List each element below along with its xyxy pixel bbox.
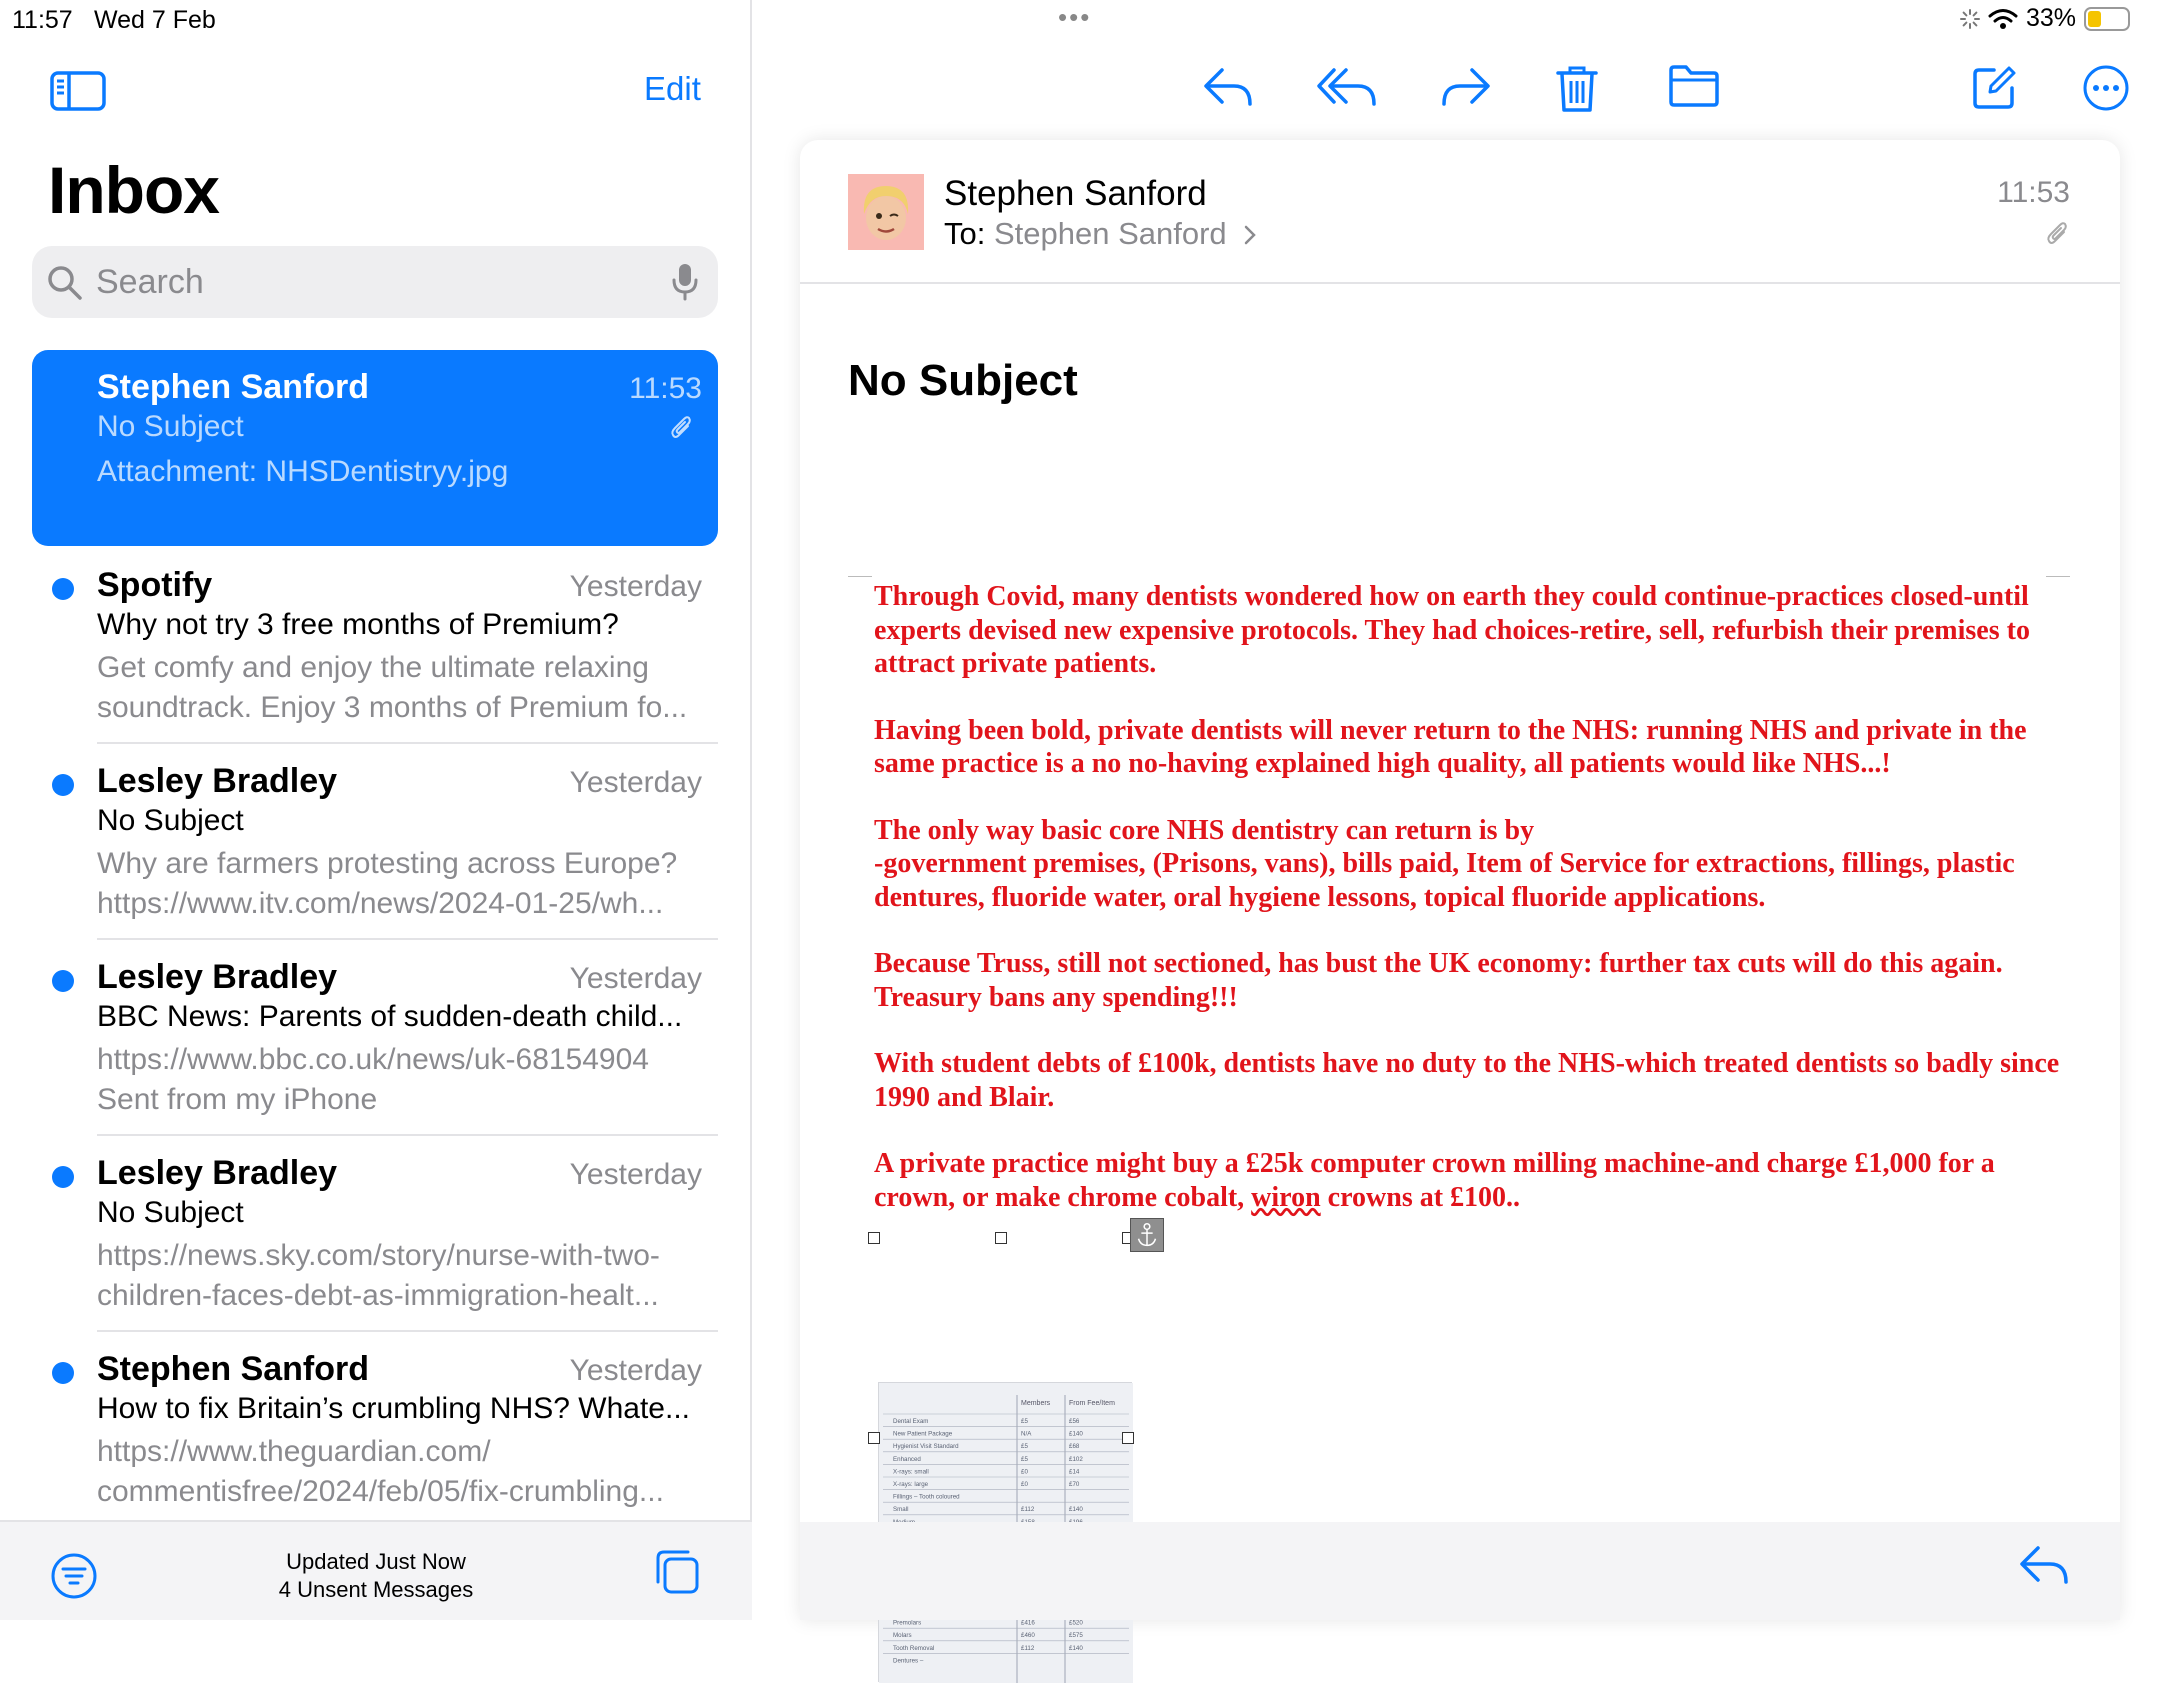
table-cell: £520 [1069,1619,1083,1627]
table-cell: Dentures – [893,1657,924,1665]
multitasking-dots-icon[interactable]: ••• [1058,2,1092,32]
compose-icon[interactable] [1970,64,2018,112]
battery-level-fill [2088,11,2101,27]
mail-list-item[interactable] [32,940,718,1136]
mail-time: Yesterday [569,1158,702,1191]
mail-subject: How to fix Britain’s crumbling NHS? Whate... [97,1392,690,1425]
resize-handle[interactable] [995,1232,1007,1244]
memoji-avatar-icon [848,174,924,250]
mail-time: 11:53 [629,372,702,405]
chevron-right-icon [1243,224,1257,246]
mail-list-item[interactable] [32,744,718,940]
recipient-name[interactable]: Stephen Sanford [993,216,1227,251]
avatar [848,174,924,250]
sync-status [200,1548,552,1604]
more-icon[interactable] [2082,64,2130,112]
unread-dot-icon [52,1362,74,1384]
mail-list-item[interactable] [32,548,718,744]
reply-all-icon[interactable] [1316,64,1378,110]
mail-time: Yesterday [569,570,702,603]
mail-preview: Get comfy and enjoy the ultimate relaxing soundtrack. Enjoy 3 months of Premium fo... [97,651,688,724]
table-cell: X-rays: large [893,1481,929,1488]
doc-paragraph: Through Covid, many dentists wondered how on earth they could continue-practices closed-until experts devised new expensive protocols. They had choices-retire, sell, refurbish their premises to attract private patients. [874,581,2030,679]
mail-sender: Lesley Bradley [97,958,338,996]
message-subject: No Subject [848,356,1078,405]
stacked-pages-icon[interactable] [652,1548,702,1596]
table-cell: Enhanced [893,1455,921,1463]
table-header-cell: Members [1021,1400,1051,1407]
table-cell: £416 [1021,1619,1035,1627]
table-cell: £460 [1021,1632,1035,1640]
sidebar-footer [0,1520,752,1620]
table-cell: £68 [1069,1443,1080,1451]
table-cell: £112 [1021,1644,1035,1652]
table-cell: £575 [1069,1632,1083,1640]
mail-preview: https://news.sky.com/story/nurse-with-two-children-faces-debt-as-immigration-healt... [97,1239,660,1312]
doc-paragraph: Because Truss, still not sectioned, has bust the UK economy: further tax cuts will do this again. Treasury bans any spending!!! [874,948,2003,1013]
resize-handle[interactable] [868,1432,880,1444]
resize-handle[interactable] [1122,1432,1134,1444]
table-cell: £140 [1069,1506,1083,1514]
edit-button[interactable]: Edit [644,70,701,107]
table-cell: Tooth Removal [893,1644,935,1652]
page-title: Inbox [48,153,219,227]
mail-subject: No Subject [97,804,244,837]
table-cell: N/A [1021,1430,1032,1438]
page-edge-mark [848,576,872,577]
microphone-icon[interactable] [670,262,700,302]
table-cell: £70 [1069,1481,1080,1488]
doc-paragraph: A private practice might buy a £25k computer crown milling machine-and charge £1,000 for a crown, or make chrome cobalt, wiron crowns at £100.. [874,1148,1995,1213]
mail-list-item[interactable] [32,350,718,546]
mail-sender: Spotify [97,566,213,604]
mail-list-item[interactable] [32,1136,718,1332]
resize-handle[interactable] [868,1232,880,1244]
doc-paragraph: With student debts of £100k, dentists have no duty to the NHS-which treated dentists so badly since 1990 and Blair. [874,1048,2060,1113]
filter-icon[interactable] [50,1552,98,1600]
page-edge-mark [2046,576,2070,577]
table-header-cell: From Fee/Item [1069,1400,1115,1407]
message-toolbar [754,56,2160,126]
battery-percent: 33% [2025,4,2076,32]
table-cell: £140 [1069,1430,1083,1438]
mail-preview: https://www.bbc.co.uk/news/uk-68154904 Sent from my iPhone [97,1043,649,1116]
sidebar-toggle-icon[interactable] [50,70,106,112]
table-cell: Premolars [893,1619,922,1627]
mail-preview: Why are farmers protesting across Europe? https://www.itv.com/news/2024-01-25/wh... [97,847,678,920]
unread-dot-icon [52,970,74,992]
status-date: Wed 7 Feb [94,6,216,34]
recipient-line[interactable] [944,216,1257,252]
message-detail [800,140,2120,1665]
updated-label: Updated Just Now [286,1549,466,1574]
mail-list-item[interactable] [32,1332,718,1528]
wifi-icon [1988,8,2018,30]
doc-paragraph: Having been bold, private dentists will never return to the NHS: running NHS and private in the same practice is a no no-having explained high quality, all patients would like NHS...! [874,714,2027,779]
header-divider [800,282,2120,284]
mail-time: Yesterday [569,1354,702,1387]
search-bar[interactable] [32,246,718,318]
table-cell: £0 [1021,1481,1028,1488]
table-cell: Hygienist Visit Standard [893,1443,959,1451]
reply-icon[interactable] [1202,64,1254,110]
spellcheck-word: wiron [1251,1181,1321,1213]
table-cell: £5 [1021,1443,1028,1451]
paperclip-icon [670,414,694,442]
unsent-label: 4 Unsent Messages [278,1577,474,1602]
mail-subject: No Subject [97,1196,244,1229]
table-cell: £112 [1021,1506,1035,1514]
mail-sender: Stephen Sanford [97,1350,370,1388]
activity-spinner-icon [1960,9,1980,29]
folder-icon[interactable] [1668,64,1720,108]
message-time: 11:53 [1997,176,2070,209]
table-cell: Molars [893,1632,912,1640]
status-indicators [1960,4,2130,33]
sender-name[interactable]: Stephen Sanford [944,174,1207,213]
table-cell: New Patient Package [893,1430,953,1438]
mail-sender: Lesley Bradley [97,762,338,800]
trash-icon[interactable] [1556,64,1598,114]
mail-subject: Why not try 3 free months of Premium? [97,608,619,641]
reply-icon[interactable] [2018,1542,2070,1588]
table-cell: £0 [1021,1468,1028,1476]
document-text [874,580,2074,1247]
table-cell: Dental Exam [893,1418,929,1425]
table-cell: £140 [1069,1644,1083,1652]
status-time: 11:57 [12,6,73,34]
mail-subject: No Subject [97,410,244,443]
unread-dot-icon [52,774,74,796]
mail-time: Yesterday [569,962,702,995]
table-cell: Fillings – Tooth coloured [893,1493,960,1501]
mail-time: Yesterday [569,766,702,799]
table-cell: £14 [1069,1468,1080,1476]
mail-sender: Stephen Sanford [97,368,370,406]
status-bar [0,0,2160,40]
search-input[interactable] [96,246,656,318]
table-cell: £5 [1021,1418,1028,1425]
table-cell: Small [893,1506,909,1514]
mail-sender: Lesley Bradley [97,1154,338,1192]
mail-subject: BBC News: Parents of sudden-death child... [97,1000,683,1033]
paperclip-icon [2046,220,2070,248]
anchor-icon[interactable] [1130,1218,1164,1252]
to-label: To: [944,216,986,251]
attachment-preview[interactable] [848,580,2070,1665]
forward-icon[interactable] [1440,64,1492,110]
detail-footer [800,1522,2120,1620]
doc-paragraph: The only way basic core NHS dentistry can return is by -government premises, (Prisons, vans), bills paid, Item of Service for extractions, fillings, plastic dentures, fluoride water, oral hygiene lessons, topical fluoride applications. [874,814,2015,913]
mail-preview: Attachment: NHSDentistryy.jpg [97,455,509,488]
battery-icon [2084,7,2130,31]
message-list [0,348,752,1520]
unread-dot-icon [52,1166,74,1188]
unread-dot-icon [52,578,74,600]
mailbox-sidebar [0,0,752,1620]
mail-preview: https://www.theguardian.com/ commentisfree/2024/feb/05/fix-crumbling... [97,1435,664,1508]
search-icon [46,264,84,302]
table-cell: £5 [1021,1455,1028,1463]
table-cell: X-rays: small [893,1468,929,1476]
table-cell: £102 [1069,1455,1083,1463]
table-cell: £56 [1069,1418,1080,1425]
